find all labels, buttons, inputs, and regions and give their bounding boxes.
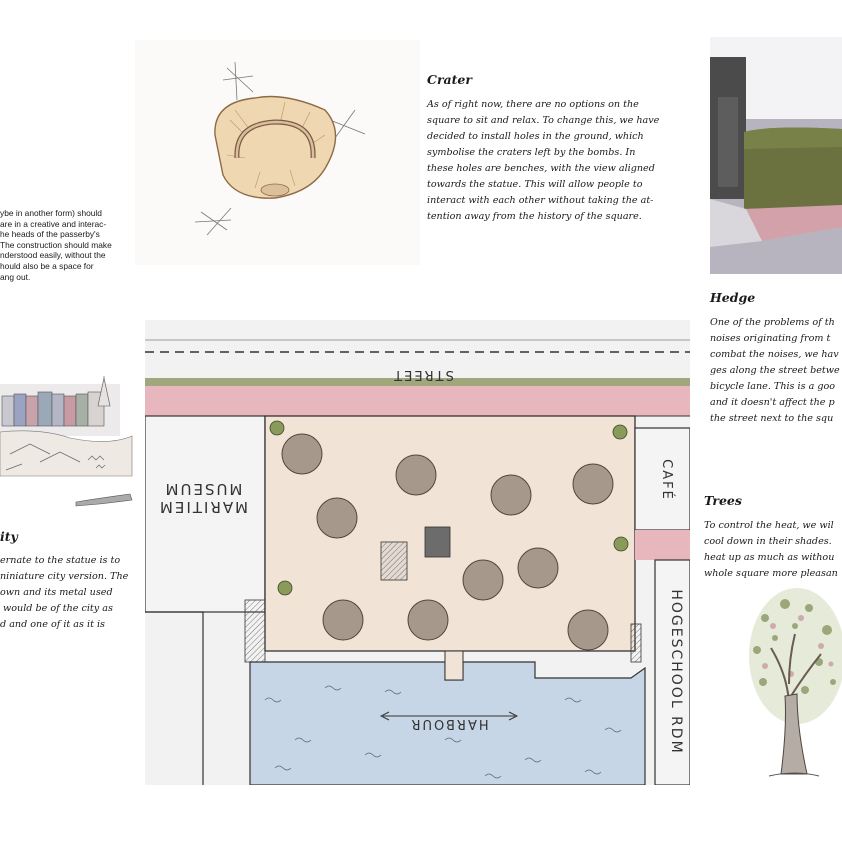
crater-line: As of right now, there are no options on the xyxy=(427,99,639,110)
museum-label-line1: MARITIEM xyxy=(157,498,249,516)
crater-circle xyxy=(573,464,613,504)
tree-marker xyxy=(614,537,628,551)
crater-line: interact with each other without taking the at- xyxy=(427,195,654,206)
hedge-line: ges along the street betwe xyxy=(710,365,840,376)
crater-sketch xyxy=(135,40,420,265)
trees-line: whole square more pleasan xyxy=(704,568,838,579)
hedge-line: and it doesn't affect the p xyxy=(710,397,835,408)
crater-line: towards the statue. This will allow people to xyxy=(427,179,643,190)
crater-sketch-panel xyxy=(135,40,420,265)
site-plan-svg xyxy=(145,320,690,785)
stairs-right xyxy=(631,624,641,662)
city-line: d and one of it as it is xyxy=(0,619,105,630)
trees-line: cool down in their shades. xyxy=(704,536,832,547)
crater-title: Crater xyxy=(427,72,472,87)
hedge-sketch xyxy=(710,37,842,274)
intro-line: he heads of the passerby's xyxy=(0,229,100,240)
cafe-label: CAFÉ xyxy=(659,459,674,501)
crater-line: symbolise the craters left by the bombs. In xyxy=(427,147,636,158)
trees-title: Trees xyxy=(704,493,742,508)
crater-circle xyxy=(317,498,357,538)
hedge-title: Hedge xyxy=(710,290,756,305)
trees-line: To control the heat, we wil xyxy=(704,520,834,531)
museum-label-line2: MUSEUM xyxy=(163,480,243,498)
tree-marker xyxy=(270,421,284,435)
intro-line: ang out. xyxy=(0,271,31,282)
hedge-line: the street next to the squ xyxy=(710,413,834,424)
intro-line: The construction should make xyxy=(0,239,112,250)
hedge-line: bicycle lane. This is a goo xyxy=(710,381,836,392)
city-line: would be of the city as xyxy=(0,603,113,614)
crater-line: tention away from the history of the square. xyxy=(427,211,642,222)
city-line: ernate to the statue is to xyxy=(0,555,121,566)
tree-marker xyxy=(613,425,627,439)
city-title: ity xyxy=(0,529,18,544)
intro-text xyxy=(0,208,112,282)
tree-sketch xyxy=(735,578,842,788)
crater-circle xyxy=(396,455,436,495)
city-body xyxy=(0,553,128,633)
crater-circle xyxy=(408,600,448,640)
city-line: own and its metal used xyxy=(0,587,113,598)
hedge-line: noises originating from t xyxy=(710,333,831,344)
hedge-line: One of the problems of th xyxy=(710,317,835,328)
hogeschool-label: HOGESCHOOL RDM xyxy=(668,589,684,755)
tree-marker xyxy=(278,581,292,595)
bicycle-lane xyxy=(145,386,690,416)
trees-body xyxy=(704,518,838,582)
stairs-left xyxy=(245,600,265,662)
intro-line: ybe in another form) should xyxy=(0,208,102,218)
hedge-line: combat the noises, we hav xyxy=(710,349,839,360)
city-sketch-svg xyxy=(0,372,140,512)
crater-body xyxy=(427,97,659,225)
crater-circle xyxy=(463,560,503,600)
crater-line: square to sit and relax. To change this, we have xyxy=(427,115,660,126)
hedge-sketch-panel xyxy=(710,37,842,274)
crater-circle xyxy=(282,434,322,474)
intro-line: nderstood easily, without the xyxy=(0,250,106,261)
city-line: niniature city version. The xyxy=(0,571,129,582)
crater-circle xyxy=(323,600,363,640)
hedge-body xyxy=(710,315,840,427)
tree-sketch-svg xyxy=(735,578,842,788)
crater-circle xyxy=(568,610,608,650)
crater-line: these holes are benches, with the view aligned xyxy=(427,163,655,174)
intro-line: are in a creative and interac- xyxy=(0,218,107,229)
harbour-label: HARBOUR xyxy=(409,716,489,731)
site-plan-map xyxy=(145,320,690,785)
crater-circle xyxy=(518,548,558,588)
crater-circle xyxy=(491,475,531,515)
miniature-city-sketch xyxy=(0,372,140,512)
statue xyxy=(425,527,450,557)
intro-line: hould also be a space for xyxy=(0,260,94,271)
street-label: STREET xyxy=(392,367,454,382)
trees-line: heat up as much as withou xyxy=(704,552,835,563)
crater-line: decided to install holes in the ground, which xyxy=(427,131,644,142)
